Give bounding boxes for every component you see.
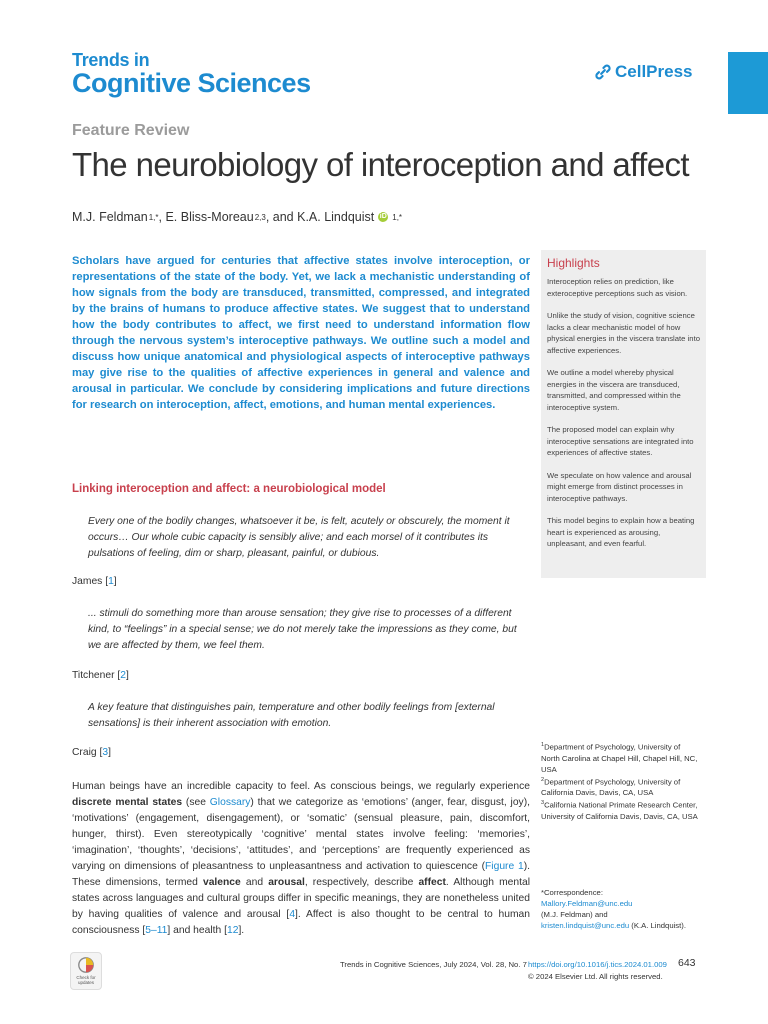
reference-link[interactable]: 1 bbox=[108, 576, 114, 587]
affiliation-item bbox=[541, 740, 701, 775]
correspondence-name: (K.A. Lindquist). bbox=[629, 921, 686, 930]
quote-attribution bbox=[72, 670, 129, 681]
affiliation-text: California National Primate Research Center, University of California Davis, Davis, CA, USA bbox=[541, 800, 698, 821]
quote-attribution bbox=[72, 747, 111, 758]
journal-name-line2: Cognitive Sciences bbox=[72, 68, 311, 98]
doi-link[interactable]: https://doi.org/10.1016/j.tics.2024.01.009 bbox=[528, 960, 667, 969]
quote-author: Titchener [ bbox=[72, 670, 121, 681]
text: . Although mental states across languages and cultural groups differ in specific meanings, they are nonetheless united by having qualities of valence and arousal [ bbox=[72, 877, 530, 920]
epigraph-quote: ... stimuli do something more than arouse sensation; they give rise to processes of a different kind, to “feelings” in a special sense; we do not merely take the impressions as they come, but we are affected by them, we feel them. bbox=[88, 608, 517, 651]
reference-link[interactable]: 5–11 bbox=[145, 925, 168, 936]
highlight-item: We speculate on how valence and arousal might emerge from distinct processes in interoceptive pathways. bbox=[547, 470, 692, 503]
text: Human beings have an incredible capacity to feel. As conscious beings, we regularly experience bbox=[72, 781, 530, 792]
affiliation-number: 2 bbox=[541, 776, 545, 783]
author-name: M.J. Feldman bbox=[72, 210, 148, 224]
text: ]. bbox=[238, 925, 245, 936]
footer-citation: Trends in Cognitive Sciences, July 2024, Vol. 28, No. 7 bbox=[340, 960, 527, 969]
glossary-term: discrete mental states bbox=[72, 797, 183, 808]
author-name: E. Bliss-Moreau bbox=[165, 210, 254, 224]
author-affiliation-marker: 1,* bbox=[148, 212, 159, 222]
highlights-box bbox=[541, 250, 706, 578]
highlight-item: This model begins to explain how a beating heart is experienced as arousing, unpleasant, and even fearful. bbox=[547, 516, 695, 548]
correspondence bbox=[541, 887, 711, 931]
text: (see bbox=[182, 797, 210, 808]
epigraph-quote: Every one of the bodily changes, whatsoever it be, is felt, acutely or obscurely, the moment it occurs… Our whole cubic capacity is sensibly alive; and each morsel of it contributes its pulsations of feeling, dim or sharp, pleasant, painful, or dubious. bbox=[88, 516, 510, 559]
abstract: Scholars have argued for centuries that affective states involve interoception, or representations of the state of the body. Yet, we lack a mechanistic understanding of how signals from the body are transduced, transmitted, compressed, and integrated by the brains of humans to produce affective states. We suggest that to understand how the body contributes to affect, we first need to understand information flow through the nervous system’s interoceptive pathways. We outline such a model and discuss how unique anatomical and physiological aspects of interoceptive pathways may give rise to the qualities of affective experiences in general and valence and arousal in particular. We conclude by considering implications and future directions for research on interoception, affect, emotions, and human mental experiences. bbox=[72, 255, 530, 411]
journal-name-line1: Trends in bbox=[72, 50, 150, 70]
page-number: 643 bbox=[678, 957, 696, 969]
article-title: The neurobiology of interoception and affect bbox=[72, 146, 689, 183]
email-link[interactable]: Mallory.Feldman@unc.edu bbox=[541, 899, 633, 908]
reference-link[interactable]: 2 bbox=[120, 670, 126, 681]
glossary-term: affect bbox=[418, 877, 446, 888]
text: ]. Affect is also thought to be central to human consciousness [ bbox=[72, 909, 530, 936]
article-type: Feature Review bbox=[72, 122, 190, 139]
affiliation-text: Department of Psychology, University of California Davis, Davis, CA, USA bbox=[541, 777, 681, 798]
check-updates-label: Check for updates bbox=[76, 975, 96, 985]
text: ] and health [ bbox=[167, 925, 227, 936]
glossary-term: arousal bbox=[268, 877, 305, 888]
email-link[interactable]: kristen.lindquist@unc.edu bbox=[541, 921, 630, 930]
correspondence-name: (M.J. Feldman) and bbox=[541, 910, 608, 919]
orcid-icon[interactable]: iD bbox=[379, 213, 387, 220]
correspondence-label: *Correspondence: bbox=[541, 888, 603, 897]
text: and bbox=[240, 877, 269, 888]
bracket: ] bbox=[126, 670, 129, 681]
text: ). These dimensions, termed bbox=[72, 861, 530, 888]
author-separator: , and bbox=[265, 210, 298, 224]
affiliation-number: 1 bbox=[541, 742, 545, 748]
affiliation-number: 3 bbox=[541, 800, 545, 807]
text: , respectively, describe bbox=[304, 877, 419, 888]
crossmark-icon bbox=[77, 956, 95, 974]
figure-link[interactable]: Figure 1 bbox=[485, 861, 524, 872]
affiliation-text: Department of Psychology, University of North Carolina at Chapel Hill, Chapel Hill, NC, USA bbox=[541, 742, 698, 774]
reference-link[interactable]: 12 bbox=[226, 925, 239, 936]
check-for-updates-badge[interactable] bbox=[70, 952, 102, 990]
glossary-link[interactable]: Glossary bbox=[209, 797, 251, 808]
highlight-item: We outline a model whereby physical energies in the viscera are transduced, transmitted, and compressed within the interoceptive system. bbox=[547, 368, 681, 412]
glossary-term: valence bbox=[202, 877, 241, 888]
highlights-title: Highlights bbox=[547, 256, 600, 270]
body-paragraph bbox=[72, 779, 530, 939]
quote-author: James [ bbox=[72, 576, 109, 587]
quote-author: Craig [ bbox=[72, 747, 103, 758]
epigraph-quote: A key feature that distinguishes pain, temperature and other bodily feelings from [external sensations] is their inherent association with emotion. bbox=[88, 702, 495, 729]
affiliations bbox=[541, 740, 701, 822]
cellpress-link-icon bbox=[594, 63, 612, 81]
bracket: ] bbox=[113, 576, 117, 587]
author-affiliation-marker: 2,3 bbox=[254, 212, 266, 222]
section-heading: Linking interoception and affect: a neurobiological model bbox=[72, 483, 386, 495]
bracket: ] bbox=[108, 747, 111, 758]
copyright: © 2024 Elsevier Ltd. All rights reserved. bbox=[528, 972, 663, 981]
author-list bbox=[72, 210, 402, 224]
publisher-name: CellPress bbox=[615, 62, 693, 81]
reference-link[interactable]: 3 bbox=[102, 747, 109, 758]
quote-attribution bbox=[72, 576, 117, 587]
author-affiliation-marker: 1,* bbox=[392, 212, 403, 222]
author-name: K.A. Lindquist bbox=[297, 210, 375, 224]
affiliation-item bbox=[541, 798, 701, 822]
publisher-logo[interactable] bbox=[594, 62, 693, 82]
author-separator: , bbox=[158, 210, 166, 224]
reference-link[interactable]: 4 bbox=[289, 909, 296, 920]
highlight-item: The proposed model can explain why interoceptive sensations are integrated into experiences of affective states. bbox=[547, 425, 694, 457]
highlight-item: Interoception relies on prediction, like exteroceptive perceptions such as vision. bbox=[547, 277, 688, 298]
corner-color-tab bbox=[728, 52, 768, 114]
highlight-item: Unlike the study of vision, cognitive science lacks a clear mechanistic model of how physical energies in the viscera translate into affective experiences. bbox=[547, 311, 700, 355]
text: ) that we categorize as ‘emotions’ (anger, fear, disgust, joy), ‘motivations’ (engagement, disengagement), or ‘somatic’ (sensual pleasure, pain, discomfort, hunger, thirst). Even stereotypically ‘cognitive’ mental states involve feeling: ‘memories’, ‘imagination’, ‘thoughts’, ‘decisions’, ‘attitudes’, and ‘perceptions’ are frequently experienced as varying on dimensions of pleasantness to unpleasantness and activation to quiescence ( bbox=[72, 797, 530, 872]
affiliation-item bbox=[541, 775, 701, 799]
